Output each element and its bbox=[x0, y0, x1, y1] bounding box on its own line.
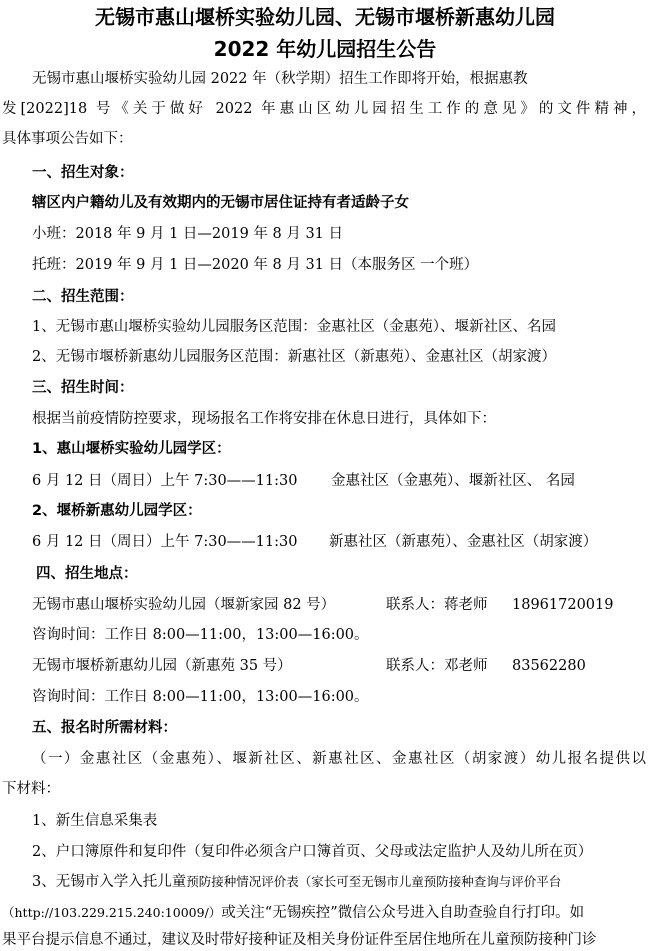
location-2-phone: 83562280 bbox=[512, 658, 586, 674]
materials-sub1-line-1: （一）金惠社区（金惠苑）、堰新社区、新惠社区、金惠社区（胡家渡）幼儿报名提供以 bbox=[32, 751, 646, 767]
zone-2-time: 6 月 12 日（周日）上午 7:30——11:30 bbox=[32, 534, 298, 550]
location-1-name: 无锡市惠山堰桥实验幼儿园（堰新家园 82 号） bbox=[32, 597, 336, 613]
intro-line-3: 具体事项公告如下： bbox=[2, 131, 133, 147]
schedule-note: 根据当前疫情防控要求，现场报名工作将安排在休息日进行，具体如下： bbox=[32, 411, 496, 427]
nursery-class-dates: 托班：2019 年 9 月 1 日—2020 年 8 月 31 日（本服务区 一个班） bbox=[32, 257, 479, 273]
vaccination-platform-url: （http://103.229.215.240:10009/） bbox=[2, 905, 222, 920]
materials-sub1-line-2: 下材料： bbox=[2, 781, 60, 797]
section-1-heading: 一、招生对象： bbox=[32, 165, 134, 181]
location-2-contact: 联系人：邓老师 bbox=[386, 658, 488, 674]
section-5-heading: 五、报名时所需材料： bbox=[32, 720, 177, 736]
material-item-3-form-name: 预防接种情况评价表（家长可至无锡市儿童预防接种查询与评价平台 bbox=[186, 874, 562, 889]
intro-line-1: 无锡市惠山堰桥实验幼儿园 2022 年（秋学期）招生工作即将开始，根据惠教 bbox=[32, 71, 528, 87]
title-line-2: 2022 年幼儿园招生公告 bbox=[213, 37, 437, 61]
location-1-phone: 18961720019 bbox=[512, 597, 614, 613]
zone-1-time: 6 月 12 日（周日）上午 7:30——11:30 bbox=[32, 473, 298, 489]
scope-item-2: 2、无锡市堰桥新惠幼儿园服务区范围：新惠社区（新惠苑）、金惠社区（胡家渡） bbox=[32, 349, 556, 365]
title-line-1: 无锡市惠山堰桥实验幼儿园、无锡市堰桥新惠幼儿园 bbox=[95, 5, 555, 29]
material-item-3-line-2 bbox=[2, 902, 584, 924]
intro-line-2: 发[2022]18 号《关于做好 2022 年惠山区幼儿园招生工作的意见》的文件精神， bbox=[2, 101, 646, 117]
section-4-heading: 四、招生地点： bbox=[36, 566, 138, 582]
section-2-heading: 二、招生范围： bbox=[32, 289, 134, 305]
material-item-3-line-3: 果平台提示信息不通过，建议及时带好接种证及相关身份证件至居住地所在儿童预防接种门诊 bbox=[2, 932, 597, 948]
zone-2-schedule-row bbox=[32, 531, 642, 553]
section-3-heading: 三、招生时间： bbox=[32, 380, 134, 396]
location-2-row bbox=[32, 655, 642, 677]
material-item-3-cont: 或关注“无锡疾控”微信公众号进入自助查验自行打印。如 bbox=[221, 905, 585, 921]
location-2-name: 无锡市堰桥新惠幼儿园（新惠苑 35 号） bbox=[32, 658, 292, 674]
material-item-1: 1、新生信息采集表 bbox=[32, 813, 158, 829]
small-class-dates: 小班：2018 年 9 月 1 日—2019 年 8 月 31 日 bbox=[32, 226, 344, 242]
location-1-hours: 咨询时间：工作日 8:00—11:00，13:00—16:00。 bbox=[32, 627, 369, 643]
location-1-row bbox=[32, 594, 642, 616]
zone-1-heading: 1、惠山堰桥实验幼儿园学区： bbox=[32, 441, 231, 457]
material-item-2: 2、户口簿原件和复印件（复印件必须含户口簿首页、父母或法定监护人及幼儿所在页） bbox=[32, 844, 593, 860]
scope-item-1: 1、无锡市惠山堰桥实验幼儿园服务区范围：金惠社区（金惠苑）、堰新社区、名园 bbox=[32, 319, 556, 335]
material-item-3-lead: 3、无锡市入学入托儿童 bbox=[32, 874, 187, 890]
zone-1-areas: 金惠社区（金惠苑）、堰新社区、 名园 bbox=[331, 473, 575, 489]
material-item-3-line-1 bbox=[32, 871, 561, 893]
enrollment-target: 辖区内户籍幼儿及有效期内的无锡市居住证持有者适龄子女 bbox=[32, 195, 409, 211]
location-2-hours: 咨询时间：工作日 8:00—11:00，13:00—16:00。 bbox=[32, 689, 369, 705]
zone-2-areas: 新惠社区（新惠苑）、金惠社区（胡家渡） bbox=[329, 534, 598, 550]
zone-2-heading: 2、堰桥新惠幼儿园学区： bbox=[32, 503, 202, 519]
location-1-contact: 联系人：蒋老师 bbox=[386, 597, 488, 613]
zone-1-schedule-row bbox=[32, 470, 642, 492]
